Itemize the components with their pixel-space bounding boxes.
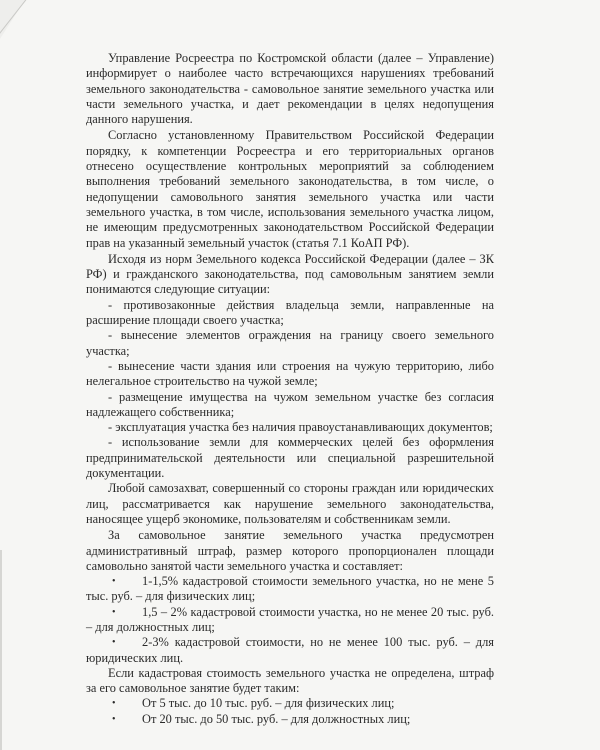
list-item: - размещение имущества на чужом земельном участке без согласия надлежащего собственника; [86, 389, 494, 419]
list-item: - противозаконные действия владельца земли, направленные на расширение площади своего участка; [86, 297, 494, 328]
scan-edge-shadow [0, 550, 2, 750]
paragraph-competence: Согласно установленному Правительством Российской Федерации порядку, к компетенции Росреестра и его территориальных органов отнесено осуществление контрольных мероприятий за соблюдением выполнения требований земельного законодательства, в том числе, о недопущении самовольного занятия земельного участка или части земельного участка, в том числе, использования земельного участка лицом, не имеющим предусмотренных законодательством Российской Федерации прав на указанный земельный участок (статья 7.1 КоАП РФ). [86, 128, 494, 250]
folded-corner [0, 0, 25, 70]
list-item: - вынесение элементов ограждения на границу своего земельного участка; [86, 328, 494, 358]
paragraph-damage: Любой самозахват, совершенный со стороны граждан или юридических лиц, рассматривается как нарушение земельного законодательства, наносящее ущерб экономике, пользователям и собственникам земли. [86, 481, 494, 526]
fine-bullet-item: • От 20 тыс. до 50 тыс. руб. – для должностных лиц; [86, 712, 494, 727]
paragraph-definitions: Исходя из норм Земельного кодекса Российской Федерации (далее – ЗК РФ) и гражданского законодательства, под самовольным занятием земли понимаются следующие ситуации: [86, 251, 494, 297]
paragraph-intro: Управление Росреестра по Костромской области (далее – Управление) информирует о наиболее часто встречающихся нарушениях требований земельного законодательства - самовольное занятие земельного участка или части земельного участка, и дает рекомендации в целях недопущения данного нарушения. [86, 51, 494, 127]
list-item: - вынесение части здания или строения на чужую территорию, либо нелегальное строительство на чужой земле; [86, 358, 494, 389]
list-item: - эксплуатация участка без наличия правоустанавливающих документов; [108, 420, 493, 435]
list-item: - использование земли для коммерческих целей без оформления предпринимательской деятельности или специальной разрешительной документации. [86, 435, 494, 481]
paragraph-undefined-value: Если кадастровая стоимость земельного участка не определена, штраф за его самовольное занятие будет таким: [86, 665, 494, 696]
fine-bullet-item: • 2-3% кадастровой стоимости, но не менее 100 тыс. руб. – для юридических лиц. [86, 635, 494, 666]
fine-bullet-item: • 1-1,5% кадастровой стоимости земельного участка, но не мене 5 тыс. руб. – для физических лиц; [86, 574, 494, 605]
paragraph-fine: За самовольное занятие земельного участка предусмотрен административный штраф, размер которого пропорционален площади самовольно занятой части земельного участка и составляет: [86, 528, 494, 573]
document-body [86, 51, 494, 727]
fine-bullet-item: • От 5 тыс. до 10 тыс. руб. – для физических лиц; [86, 696, 494, 711]
fine-bullet-item: • 1,5 – 2% кадастровой стоимости участка, но не менее 20 тыс. руб. – для должностных лиц; [86, 605, 494, 636]
